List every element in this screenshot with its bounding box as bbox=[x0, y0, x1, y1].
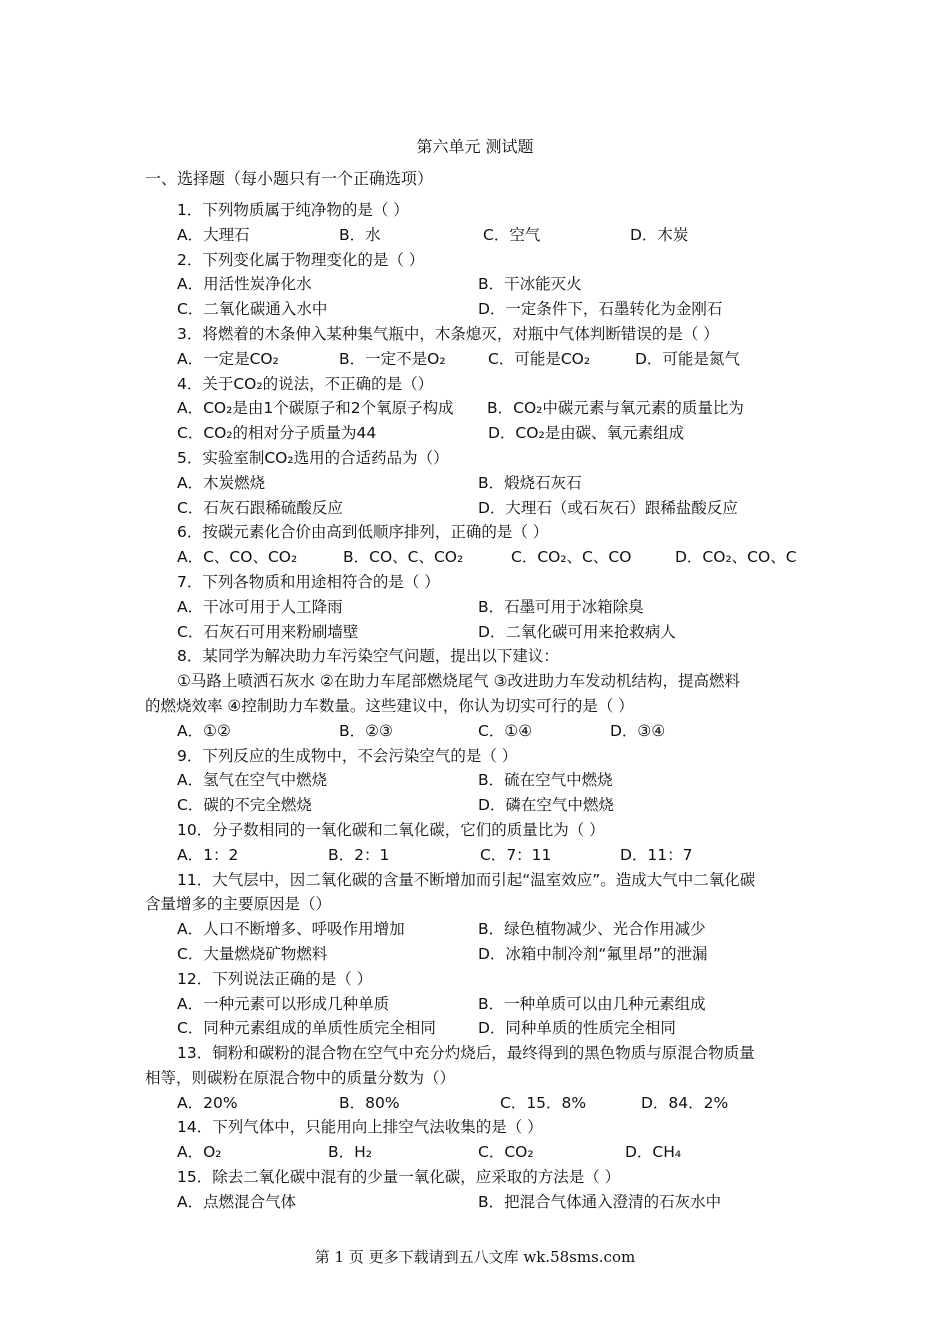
option-c: C．CO₂ bbox=[478, 1143, 534, 1162]
option-d: D．84．2% bbox=[641, 1093, 729, 1112]
option-c: C．CO₂、C、CO bbox=[511, 548, 632, 567]
question-12-options-row2 bbox=[145, 1016, 810, 1041]
option-a: A．人口不断增多、呼吸作用增加 bbox=[177, 920, 405, 939]
option-d: D．CO₂、CO、C bbox=[675, 548, 797, 567]
question-5-stem: 5．实验室制CO₂选用的合适药品为（） bbox=[177, 448, 449, 467]
option-a: A．用活性炭净化水 bbox=[177, 275, 312, 294]
option-d: D．可能是氮气 bbox=[635, 349, 740, 368]
option-b: B．H₂ bbox=[328, 1143, 373, 1162]
option-b: B．石墨可用于冰箱除臭 bbox=[478, 597, 644, 616]
question-2-stem: 2．下列变化属于物理变化的是（ ） bbox=[177, 250, 425, 269]
question-10-options bbox=[145, 843, 810, 868]
option-a: A．干冰可用于人工降雨 bbox=[177, 597, 343, 616]
question-11-options-row2 bbox=[145, 942, 810, 967]
question-10-stem: 10．分子数相同的一氧化碳和二氧化碳，它们的质量比为（ ） bbox=[177, 820, 605, 839]
option-c: C．15．8% bbox=[500, 1093, 587, 1112]
option-a: A．木炭燃烧 bbox=[177, 473, 266, 492]
question-list bbox=[145, 198, 810, 1215]
option-d: D．木炭 bbox=[630, 225, 689, 244]
option-b: B．绿色植物减少、光合作用减少 bbox=[478, 920, 706, 939]
question-4-stem: 4．关于CO₂的说法，不正确的是（） bbox=[177, 374, 434, 393]
option-c: C．可能是CO₂ bbox=[488, 349, 591, 368]
question-8-options bbox=[145, 719, 810, 744]
question-13-options bbox=[145, 1091, 810, 1116]
question-13-stem: 13．铜粉和碳粉的混合物在空气中充分灼烧后，最终得到的黑色物质与原混合物质量 bbox=[177, 1044, 755, 1063]
option-b: B．CO、C、CO₂ bbox=[343, 548, 464, 567]
option-c: C．空气 bbox=[483, 225, 541, 244]
page-footer: 第 1 页 更多下载请到五八文库 wk.58sms.com bbox=[314, 1248, 636, 1266]
option-b: B．②③ bbox=[339, 721, 393, 740]
option-d: D．同种单质的性质完全相同 bbox=[478, 1019, 676, 1038]
option-d: D．③④ bbox=[610, 721, 666, 740]
question-11-stem: 11．大气层中，因二氧化碳的含量不断增加而引起“温室效应”。造成大气中二氧化碳 bbox=[177, 870, 756, 889]
option-c: C．石灰石可用来粉刷墙壁 bbox=[177, 622, 359, 641]
option-c: C．7：11 bbox=[480, 845, 552, 864]
option-a: A．C、CO、CO₂ bbox=[177, 548, 298, 567]
option-a: A．1：2 bbox=[177, 845, 239, 864]
section-heading: 一、选择题（每小题只有一个正确选项） bbox=[145, 169, 434, 188]
question-7-options-row2 bbox=[145, 620, 810, 645]
option-a: A．一定是CO₂ bbox=[177, 349, 279, 368]
option-d: D．冰箱中制冷剂“氟里昂”的泄漏 bbox=[478, 944, 708, 963]
option-d: D．大理石（或石灰石）跟稀盐酸反应 bbox=[478, 498, 738, 517]
option-b: B．干冰能灭火 bbox=[478, 275, 582, 294]
question-2-options-row1 bbox=[145, 272, 810, 297]
question-4-options-row2 bbox=[145, 421, 810, 446]
question-14-stem: 14．下列气体中，只能用向上排空气法收集的是（ ） bbox=[177, 1118, 543, 1137]
question-9-options-row1 bbox=[145, 768, 810, 793]
option-b: B．80% bbox=[339, 1093, 400, 1112]
question-1-options bbox=[145, 223, 810, 248]
question-13-stem-cont: 相等，则碳粉在原混合物中的质量分数为（） bbox=[145, 1068, 456, 1087]
question-9-stem: 9．下列反应的生成物中，不会污染空气的是（ ） bbox=[177, 746, 518, 765]
page-title: 第六单元 测试题 bbox=[416, 137, 534, 156]
option-b: B．水 bbox=[339, 225, 381, 244]
option-a: A．20% bbox=[177, 1093, 238, 1112]
question-7-stem: 7．下列各物质和用途相符合的是（ ） bbox=[177, 572, 440, 591]
question-6-options bbox=[145, 545, 810, 570]
option-b: B．煅烧石灰石 bbox=[478, 473, 582, 492]
option-b: B．一定不是O₂ bbox=[339, 349, 446, 368]
question-2-options-row2 bbox=[145, 297, 810, 322]
option-c: C．①④ bbox=[478, 721, 533, 740]
option-d: D．CO₂是由碳、氧元素组成 bbox=[488, 424, 685, 443]
question-9-options-row2 bbox=[145, 793, 810, 818]
option-d: D．一定条件下，石墨转化为金刚石 bbox=[478, 300, 723, 319]
question-12-options-row1 bbox=[145, 992, 810, 1017]
option-a: A．大理石 bbox=[177, 225, 250, 244]
option-a: A．O₂ bbox=[177, 1143, 222, 1162]
question-12-stem: 12．下列说法正确的是（ ） bbox=[177, 969, 373, 988]
question-8-stem: 8．某同学为解决助力车污染空气问题，提出以下建议： bbox=[177, 647, 559, 666]
option-c: C．同种元素组成的单质性质完全相同 bbox=[177, 1019, 436, 1038]
option-b: B．2：1 bbox=[328, 845, 390, 864]
option-a: A．氢气在空气中燃烧 bbox=[177, 771, 328, 790]
question-8-stem-cont: ①马路上喷洒石灰水 ②在助力车尾部燃烧尾气 ③改进助力车发动机结构，提高燃料 bbox=[177, 672, 741, 691]
question-3-stem: 3．将燃着的木条伸入某种集气瓶中，木条熄灭，对瓶中气体判断错误的是（ ） bbox=[177, 324, 719, 343]
option-d: D．11：7 bbox=[620, 845, 693, 864]
question-6-stem: 6．按碳元素化合价由高到低顺序排列，正确的是（ ） bbox=[177, 523, 549, 542]
question-11-stem-cont: 含量增多的主要原因是（） bbox=[145, 895, 332, 914]
question-4-options-row1 bbox=[145, 396, 810, 421]
question-14-options bbox=[145, 1140, 810, 1165]
option-c: C．石灰石跟稀硫酸反应 bbox=[177, 498, 343, 517]
option-b: B．把混合气体通入澄清的石灰水中 bbox=[478, 1192, 722, 1211]
option-c: C．CO₂的相对分子质量为44 bbox=[177, 424, 377, 443]
option-b: B．一种单质可以由几种元素组成 bbox=[478, 994, 706, 1013]
option-a: A．①② bbox=[177, 721, 231, 740]
option-d: D．CH₄ bbox=[625, 1143, 682, 1162]
option-d: D．磷在空气中燃烧 bbox=[478, 796, 614, 815]
question-11-options-row1 bbox=[145, 917, 810, 942]
option-b: B．硫在空气中燃烧 bbox=[478, 771, 613, 790]
option-c: C．二氧化碳通入水中 bbox=[177, 300, 328, 319]
question-3-options bbox=[145, 347, 810, 372]
question-5-options-row2 bbox=[145, 496, 810, 521]
question-15-options-row1 bbox=[145, 1190, 810, 1215]
option-a: A．一种元素可以形成几种单质 bbox=[177, 994, 390, 1013]
option-d: D．二氧化碳可用来抢救病人 bbox=[478, 622, 676, 641]
option-c: C．碳的不完全燃烧 bbox=[177, 796, 312, 815]
question-15-stem: 15．除去二氧化碳中混有的少量一氧化碳，应采取的方法是（ ） bbox=[177, 1168, 621, 1187]
option-c: C．大量燃烧矿物燃料 bbox=[177, 944, 328, 963]
option-b: B．CO₂中碳元素与氧元素的质量比为 bbox=[487, 399, 744, 418]
question-7-options-row1 bbox=[145, 595, 810, 620]
option-a: A．点燃混合气体 bbox=[177, 1192, 297, 1211]
question-5-options-row1 bbox=[145, 471, 810, 496]
question-1-stem: 1．下列物质属于纯净物的是（ ） bbox=[177, 201, 409, 219]
option-a: A．CO₂是由1个碳原子和2个氧原子构成 bbox=[177, 399, 454, 418]
question-8-stem-cont2: 的燃烧效率 ④控制助力车数量。这些建议中，你认为切实可行的是（ ） bbox=[145, 696, 634, 715]
